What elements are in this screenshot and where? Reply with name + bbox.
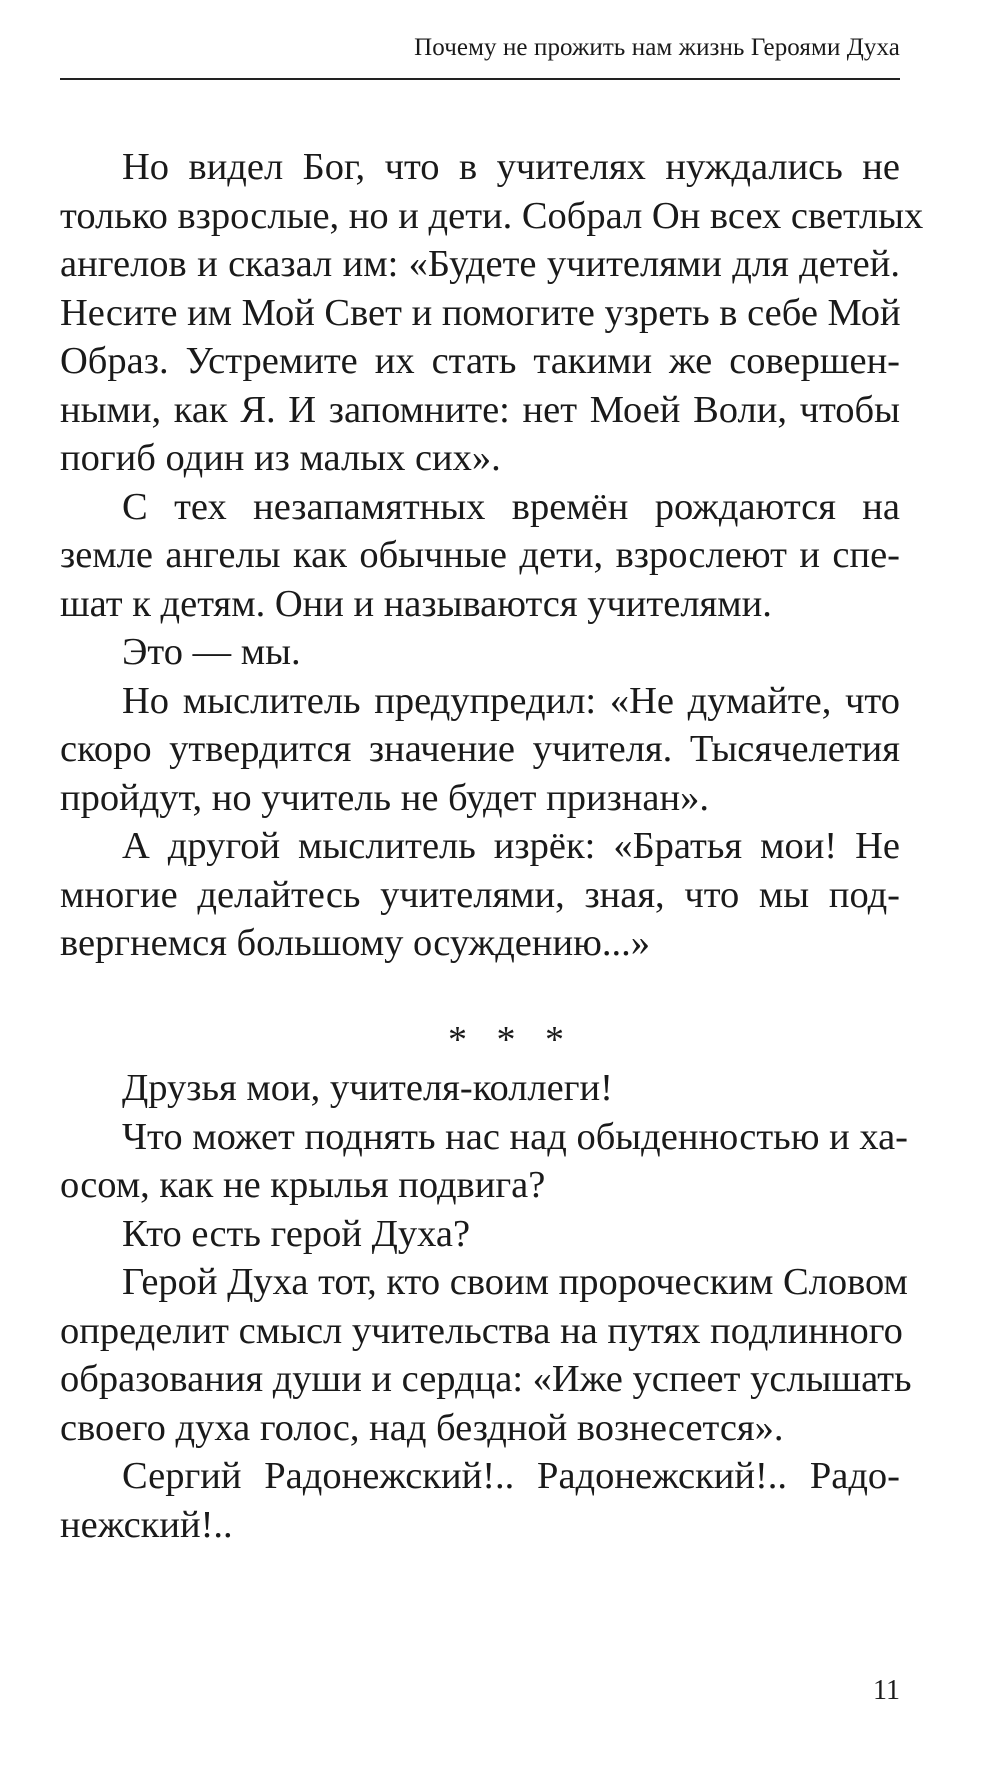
running-header [60, 24, 900, 80]
paragraph-line: Что может поднять нас над обыденностью и ха- [122, 1115, 908, 1158]
page-number: 11 [873, 1675, 900, 1706]
paragraph-line: Друзья мои, учителя-коллеги! [122, 1067, 613, 1109]
section-gap [60, 968, 900, 1016]
paragraph-line: вергнемся большому осуждению...» [60, 922, 650, 964]
paragraph-line: Это — мы. [122, 631, 301, 673]
paragraph-line: погиб один из малых сих». [60, 437, 501, 479]
paragraph-line: своего духа голос, над бездной вознесется». [60, 1406, 784, 1449]
paragraph-line: Сергий Радонежский!.. Радонежский!.. Радо- [122, 1455, 900, 1497]
paragraph-line: Несите им Мой Свет и помогите узреть в себе Мой [60, 291, 901, 334]
paragraph-line: ными, как Я. И запомните: нет Моей Воли, чтобы [60, 388, 900, 431]
page-body [60, 143, 924, 1549]
paragraph-line: Но мыслитель предупредил: «Не думайте, что [122, 679, 900, 722]
paragraph-line: определит смысл учительства на путях подлинного [60, 1309, 903, 1352]
paragraph-line: образования души и сердца: «Иже успеет услышать [60, 1358, 912, 1400]
paragraph-line: только взрослые, но и дети. Собрал Он всех светлых [60, 194, 924, 237]
paragraph-line: пройдут, но учитель не будет признан». [60, 776, 709, 819]
running-header-title: Почему не прожить нам жизнь Героями Духа [414, 34, 900, 61]
paragraph-line: ангелов и сказал им: «Будете учителями для детей. [60, 243, 900, 285]
paragraph-line: Образ. Устремите их стать такими же совершен- [60, 340, 900, 382]
paragraph-line: многие делайтесь учителями, зная, что мы под- [60, 873, 900, 916]
paragraph-line: нежский!.. [60, 1503, 233, 1546]
paragraph-line: С тех незапамятных времён рождаются на [122, 485, 900, 528]
paragraph-line: шат к детям. Они и называются учителями. [60, 582, 772, 625]
paragraph-line: Но видел Бог, что в учителях нуждались не [122, 146, 900, 188]
paragraph-line: Герой Духа тот, кто своим пророческим Словом [122, 1261, 908, 1303]
paragraph-line: земле ангелы как обычные дети, взрослеют и спе- [60, 534, 900, 576]
paragraph-line: А другой мыслитель изрёк: «Братья мои! Не [122, 825, 900, 867]
paragraph-line: скоро утвердится значение учителя. Тысячелетия [60, 728, 900, 770]
section-separator: * * * [448, 1018, 574, 1061]
paragraph-line: осом, как не крылья подвига? [60, 1164, 546, 1206]
paragraph-line: Кто есть герой Духа? [122, 1212, 471, 1255]
